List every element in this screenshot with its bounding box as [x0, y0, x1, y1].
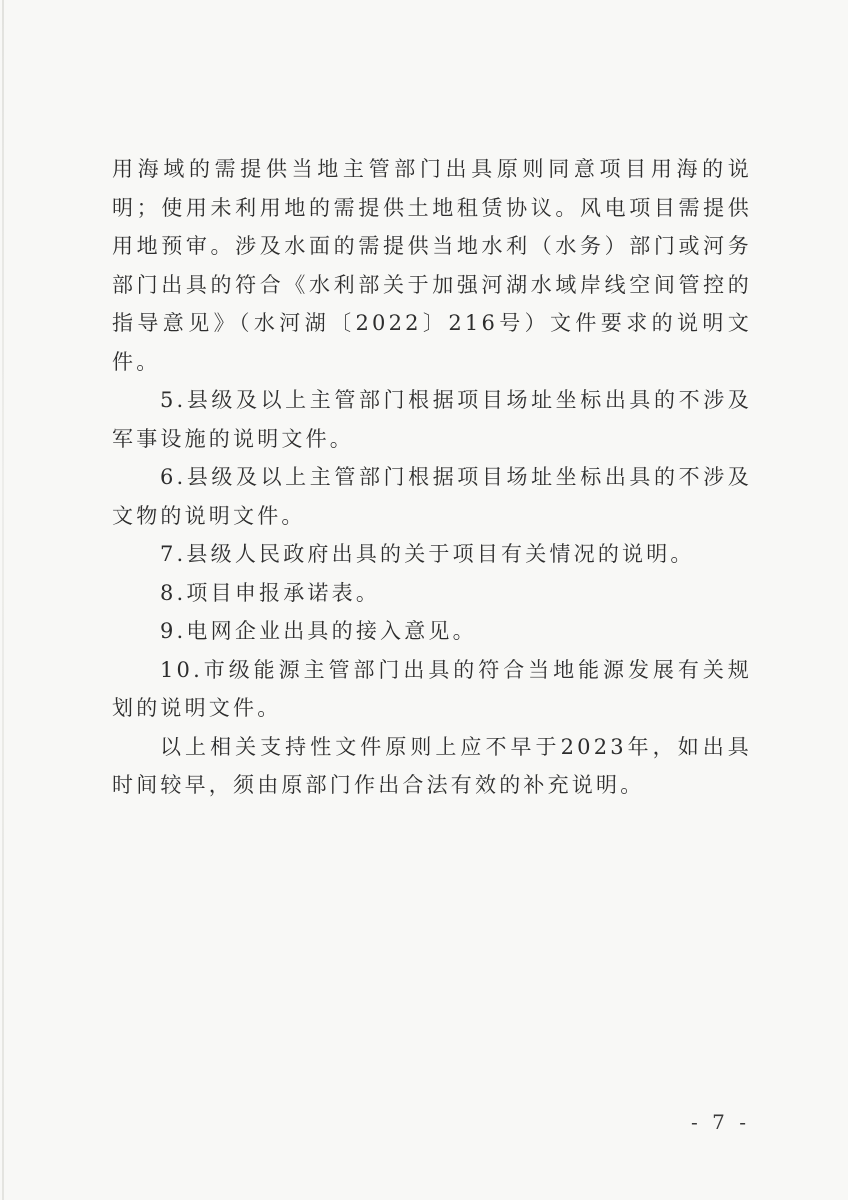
paragraph-item-6: 6.县级及以上主管部门根据项目场址坐标出具的不涉及文物的说明文件。 — [112, 465, 752, 528]
paragraph-item-10: 10.市级能源主管部门出具的符合当地能源发展有关规划的说明文件。 — [112, 657, 752, 720]
paragraph-item-9: 9.电网企业出具的接入意见。 — [160, 619, 477, 643]
paragraph-item-8: 8.项目申报承诺表。 — [160, 580, 381, 605]
page-number: - 7 - — [691, 1110, 750, 1134]
document-body — [112, 150, 752, 805]
paragraph-land-use-continuation: 用海域的需提供当地主管部门出具原则同意项目用海的说明；使用未利用地的需提供土地租赁协议。风电项目需提供用地预审。涉及水面的需提供当地水利（水务）部门或河务部门出具的符合《水利部关于加强河湖水域岸线空间管控的指导意见》（水河湖〔2022〕216号）文件要求的说明文件。 — [112, 157, 752, 374]
paragraph-item-5: 5.县级及以上主管部门根据项目场址坐标出具的不涉及军事设施的说明文件。 — [112, 388, 752, 451]
paragraph-closing-note: 以上相关支持性文件原则上应不早于2023年，如出具时间较早，须由原部门作出合法有效的补充说明。 — [112, 734, 752, 797]
paragraph-item-7: 7.县级人民政府出具的关于项目有关情况的说明。 — [160, 542, 695, 566]
scan-edge — [2, 0, 4, 1200]
